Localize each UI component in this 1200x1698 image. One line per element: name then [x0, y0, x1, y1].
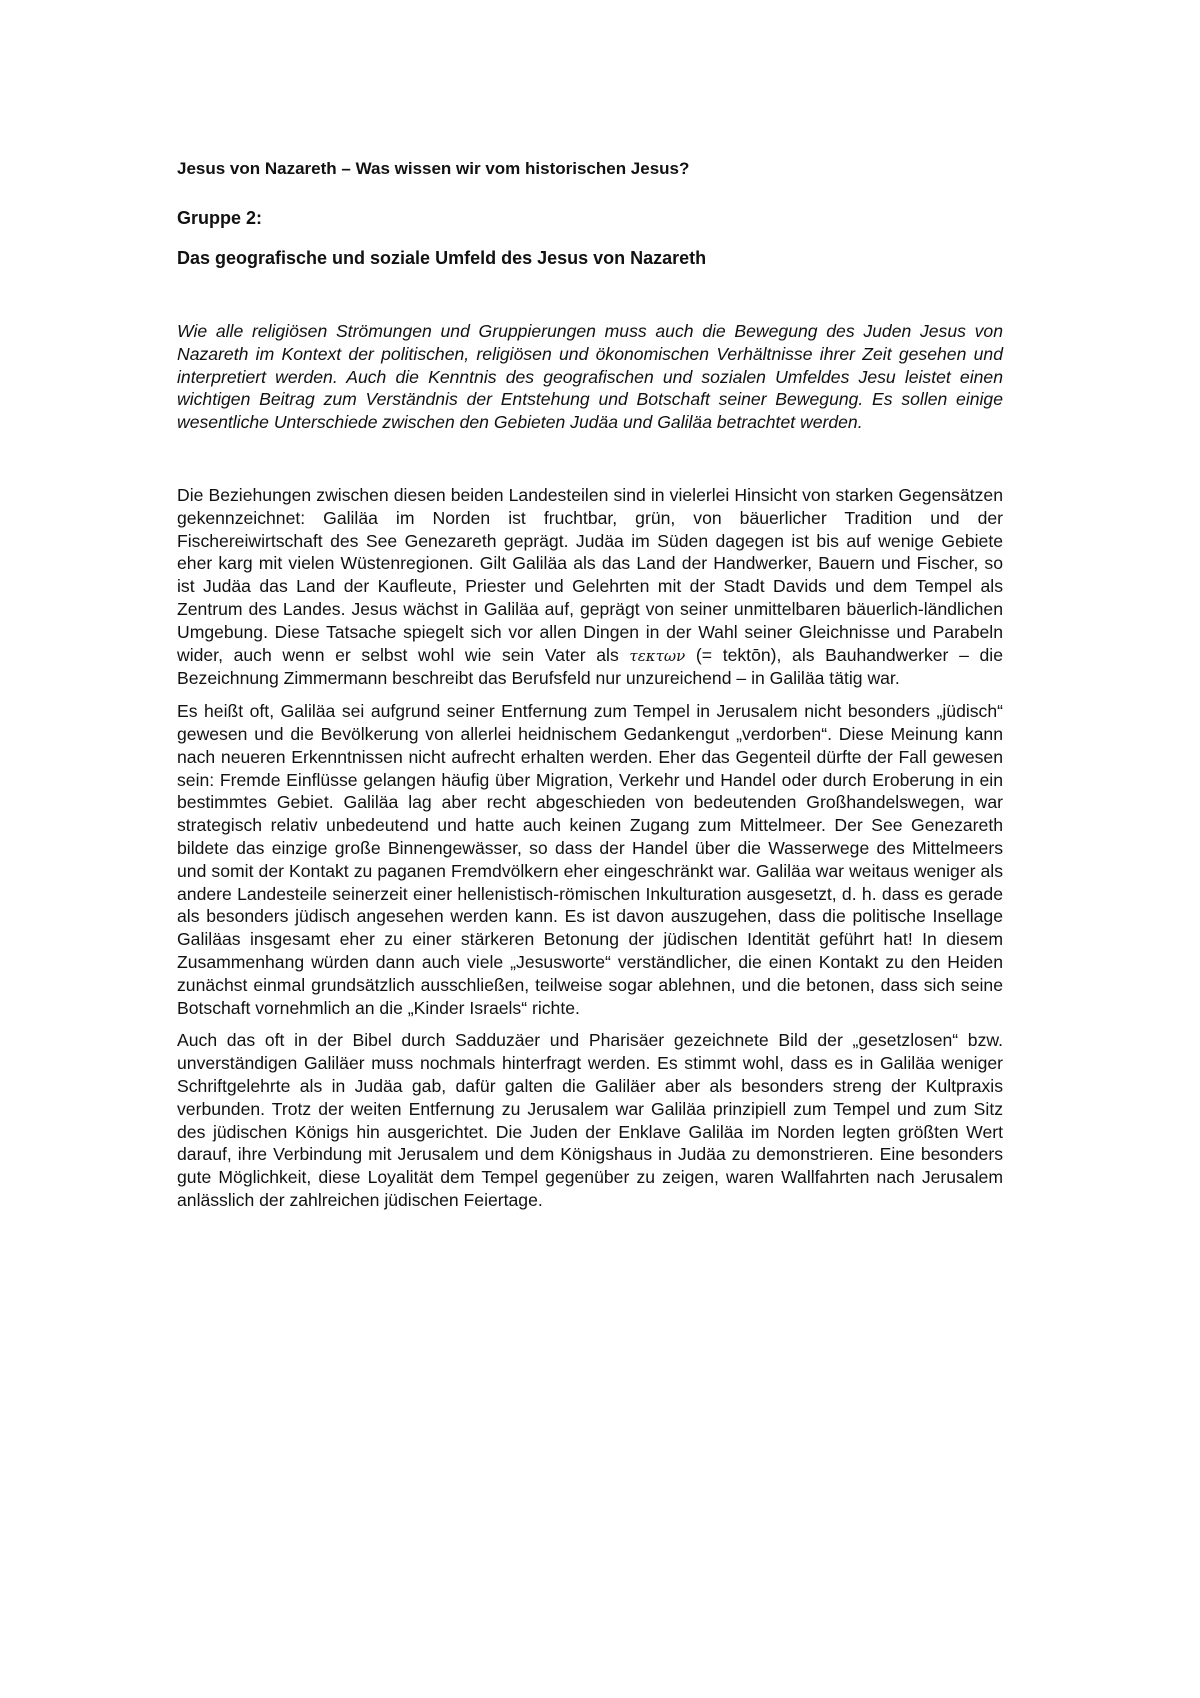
intro-paragraph: Wie alle religiösen Strömungen und Gruppierungen muss auch die Bewegung des Juden Jesus von Nazareth im Kontext der politischen, religiösen und ökonomischen Verhältnisse ihrer Zeit gesehen und interpretiert werden. Auch die Kenntnis des geografischen und sozialen Umfeldes Jesu leistet einen wichtigen Beitrag zum Verständnis der Entstehung und Botschaft seiner Bewegung. Es sollen einige wesentliche Unterschiede zwischen den Gebieten Judäa und Galiläa betrachtet werden. — [177, 321, 1003, 433]
paragraph-1-text-start: Die Beziehungen zwischen diesen beiden Landesteilen sind in vielerlei Hinsicht von starken Gegensätzen gekennzeichnet: Galiläa im Norden ist fruchtbar, grün, von bäuerlicher Tradition und der Fischereiwirtschaft des See Genezareth geprägt. Judäa im Süden dagegen ist bis auf wenige Gebiete eher karg mit vielen Wüstenregionen. Gilt Galiläa als das Land der Handwerker, Bauern und Fischer, so ist Judäa das Land der Kaufleute, Priester und Gelehrten mit der Stadt Davids und dem Tempel als Zentrum des Landes. Jesus wächst in Galiläa auf, geprägt von seiner unmittelbaren bäuerlich-ländlichen Umgebung. Diese Tatsache spiegelt sich vor allen Dingen in der Wahl seiner Gleichnisse und Parabeln wider, auch wenn er selbst wohl wie sein Vater als — [177, 484, 1003, 665]
paragraph-1-text-end: (= tektōn), als Bauhandwerker – die Bezeichnung Zimmermann beschreibt das Berufsfeld nur unzureichend – in Galiläa tätig war. — [177, 644, 1003, 689]
body-paragraph-2: Es heißt oft, Galiläa sei aufgrund seiner Entfernung zum Tempel in Jerusalem nicht besonders „jüdisch“ gewesen und die Bevölkerung von allerlei heidnischem Gedankengut „verdorben“. Diese Meinung kann nach neueren Erkenntnissen nicht aufrecht erhalten werden. Eher das Gegenteil dürfte der Fall gewesen sein: Fremde Einflüsse gelangen häufig über Migration, Verkehr und Handel oder durch Eroberung in ein bestimmtes Gebiet. Galiläa lag aber recht abgeschieden von bedeutenden Großhandelswegen, war strategisch relativ unbedeutend und hatte auch keinen Zugang zum Mittelmeer. Der See Genezareth bildete das einzige große Binnengewässer, so dass der Handel über die Wasserwege des Mittelmeers und somit der Kontakt zu paganen Fremdvölkern eher eingeschränkt war. Galiläa war weitaus weniger als andere Landesteile seinerzeit einer hellenistisch-römischen Inkulturation ausgesetzt, d. h. dass es gerade als besonders jüdisch angesehen werden kann. Es ist davon auszugehen, dass die politische Insellage Galiläas insgesamt eher zu einer stärkeren Betonung der jüdischen Identität geführt hat! In diesem Zusammenhang würden dann auch viele „Jesusworte“ verständlicher, die einen Kontakt zu den Heiden zunächst einmal grundsätzlich ausschließen, teilweise sogar ablehnen, und die betonen, dass sich seine Botschaft vornehmlich an die „Kinder Israels“ richte. — [177, 701, 1003, 1018]
document-title: Jesus von Nazareth – Was wissen wir vom historischen Jesus? — [177, 159, 690, 178]
topic-title: Das geografische und soziale Umfeld des Jesus von Nazareth — [177, 248, 707, 268]
body-paragraph-3: Auch das oft in der Bibel durch Sadduzäer und Pharisäer gezeichnete Bild der „gesetzlosen“ bzw. unverständigen Galiläer muss nochmals hinterfragt werden. Es stimmt wohl, dass es in Galiläa weniger Schriftgelehrte als in Judäa gab, dafür galten die Galiläer aber als besonders streng der Kultpraxis verbunden. Trotz der weiten Entfernung zu Jerusalem war Galiläa prinzipiell zum Tempel und zum Sitz des jüdischen Königs hin ausgerichtet. Die Juden der Enklave Galiläa im Norden legten größten Wert darauf, ihre Verbindung mit Jerusalem und dem Königshaus in Judäa zu demonstrieren. Eine besonders gute Möglichkeit, diese Loyalität dem Tempel gegenüber zu zeigen, waren Wallfahrten nach Jerusalem anlässlich der zahlreichen jüdischen Feiertage. — [177, 1030, 1003, 1210]
group-label: Gruppe 2: — [177, 208, 263, 228]
greek-word: τεκτων — [629, 646, 686, 665]
body-paragraph-1 — [177, 484, 1003, 690]
document-page — [177, 158, 1003, 1212]
